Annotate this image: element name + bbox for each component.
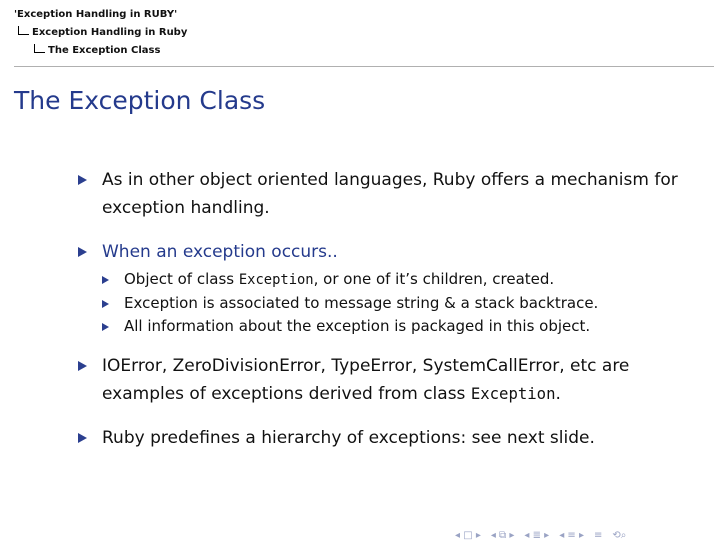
nav-next-section-icon[interactable]: ◂ ≡ ▸ — [559, 530, 584, 541]
slide-title: The Exception Class — [14, 86, 266, 115]
sub-bullet-triangle-icon — [102, 300, 109, 308]
bullet-item — [76, 424, 696, 452]
breadcrumb — [14, 6, 187, 60]
header-divider — [14, 66, 714, 67]
sub-bullet-list — [102, 268, 696, 338]
breadcrumb-section-label: Exception Handling in Ruby — [32, 27, 188, 38]
bullet-text: Ruby predefines a hierarchy of exceptions: see next slide. — [102, 428, 595, 448]
sub-bullet-text: All information about the exception is packaged in this object. — [124, 317, 591, 335]
sub-bullet-triangle-icon — [102, 276, 109, 284]
tree-branch-icon — [18, 26, 29, 35]
bullet-item — [76, 238, 696, 338]
breadcrumb-subsection-label: The Exception Class — [48, 45, 161, 56]
bullet-text: IOError, ZeroDivisionError, TypeError, SystemCallError, etc are examples of exceptions derived from class — [102, 356, 630, 404]
nav-prev-section-icon[interactable]: ◂ ≣ ▸ — [524, 530, 550, 541]
nav-search-icon[interactable]: ⟲⌕ — [612, 530, 627, 541]
sub-bullet-item — [102, 315, 696, 338]
bullet-triangle-icon — [78, 433, 87, 443]
nav-align-icon[interactable]: ≡ — [593, 530, 603, 541]
code-exception: Exception — [238, 272, 314, 288]
sub-bullet-item — [102, 292, 696, 315]
nav-prev-frame-icon[interactable]: ◂ ⧉ ▸ — [490, 530, 515, 541]
breadcrumb-document[interactable] — [14, 6, 187, 24]
breadcrumb-subsection[interactable] — [14, 42, 187, 60]
bullet-item — [76, 166, 696, 222]
bullet-text: As in other object oriented languages, Ruby offers a mechanism for exception handling. — [102, 170, 678, 218]
beamer-navigation — [455, 530, 626, 541]
sub-bullet-text: Exception is associated to message string & a stack backtrace. — [124, 294, 599, 312]
bullet-triangle-icon — [78, 175, 87, 185]
bullet-list — [76, 166, 696, 452]
bullet-triangle-icon — [78, 247, 87, 257]
bullet-text-highlight: When an exception occurs.. — [102, 242, 338, 262]
sub-bullet-text: , or one of it’s children, created. — [313, 270, 555, 288]
breadcrumb-section[interactable] — [14, 24, 187, 42]
tree-branch-icon — [34, 44, 45, 53]
code-exception: Exception — [470, 384, 556, 403]
bullet-text-end: . — [555, 384, 561, 404]
sub-bullet-text: Object of class — [124, 270, 239, 288]
sub-bullet-item — [102, 268, 696, 292]
breadcrumb-document-label: 'Exception Handling in RUBY' — [14, 9, 178, 20]
nav-first-icon[interactable]: ◂ □ ▸ — [455, 530, 481, 541]
bullet-item — [76, 352, 696, 408]
bullet-triangle-icon — [78, 361, 87, 371]
sub-bullet-triangle-icon — [102, 323, 109, 331]
